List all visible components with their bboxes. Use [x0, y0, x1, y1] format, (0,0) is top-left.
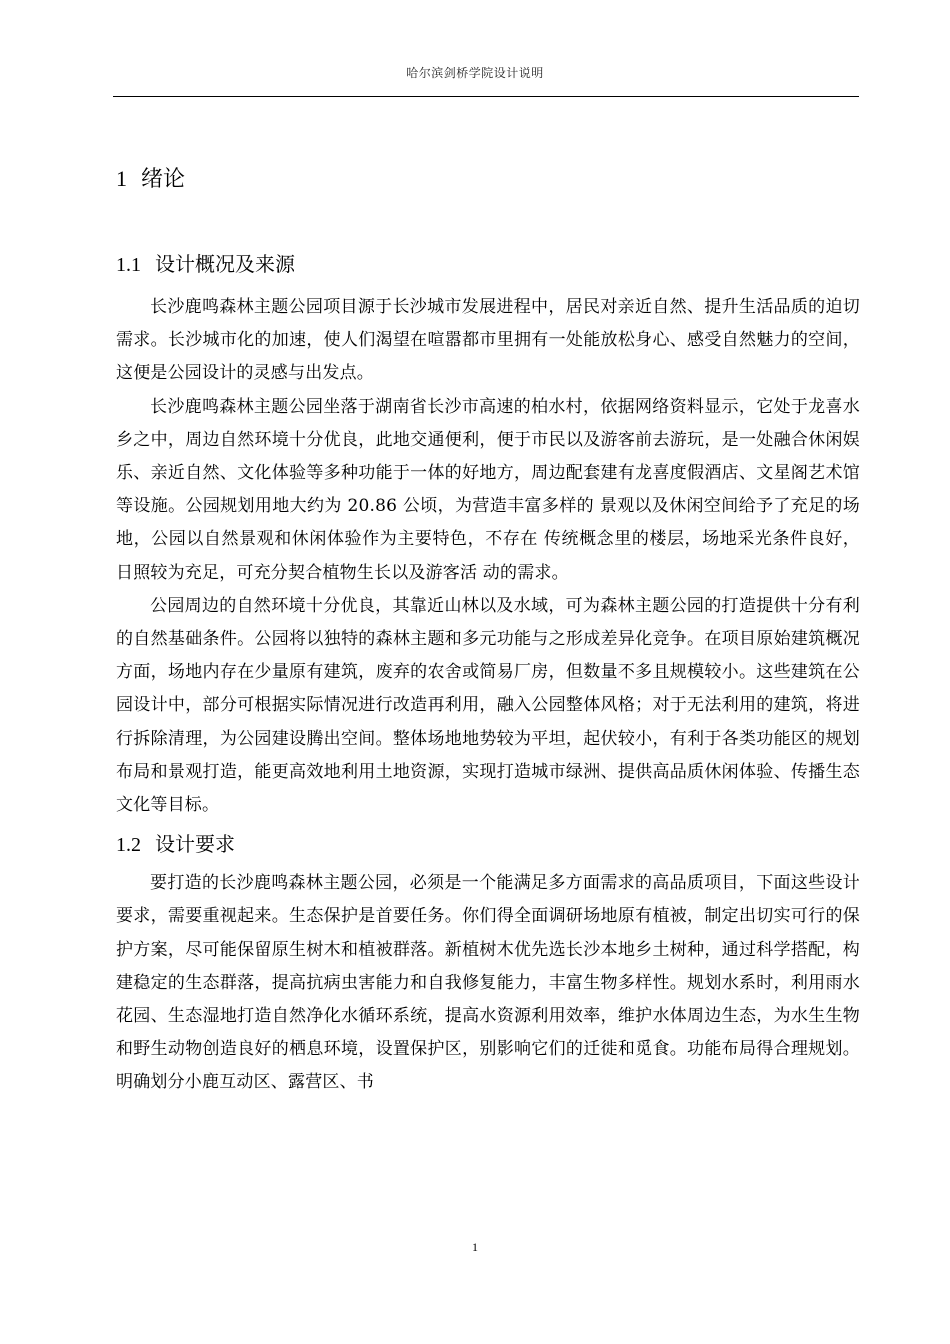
- document-body: [116, 155, 860, 1100]
- chapter-title: 绪论: [141, 167, 186, 192]
- section-title: 设计概况及来源: [155, 252, 295, 276]
- section-number: 1.1: [116, 254, 141, 276]
- header-divider: [113, 96, 859, 97]
- paragraph: 长沙鹿鸣森林主题公园坐落于湖南省长沙市高速的柏水村，依据网络资料显示，它处于龙喜水乡之中，周边自然环境十分优良，此地交通便利，便于市民以及游客前去游玩，是一处融合休闲娱乐、亲近自然、文化体验等多种功能于一体的好地方，周边配套建有龙喜度假酒店、文星阁艺术馆等设施。公园规划用地大约为 20.86 公顷，为营造丰富多样的 景观以及休闲空间给予了充足的场地，公园以自然景观和休闲体验作为主要特色，不存在 传统概念里的楼层，场地采光条件良好， 日照较为充足，可充分契合植物生长以及游客活 动的需求。: [116, 396, 860, 583]
- page-header: 哈尔滨剑桥学院设计说明: [406, 66, 544, 80]
- page-number: 1: [472, 1240, 478, 1254]
- paragraph: 长沙鹿鸣森林主题公园项目源于长沙城市发展进程中，居民对亲近自然、提升生活品质的迫切需求。长沙城市化的加速，使人们渴望在喧嚣都市里拥有一处能放松身心、感受自然魅力的空间，这便是公园设计的灵感与出发点。: [116, 297, 860, 384]
- paragraph: 公园周边的自然环境十分优良，其靠近山林以及水域，可为森林主题公园的打造提供十分有利的自然基础条件。公园将以独特的森林主题和多元功能与之形成差异化竞争。在项目原始建筑概况方面，场地内存在少量原有建筑，废弃的农舍或简易厂房，但数量不多且规模较小。这些建筑在公园设计中，部分可根据实际情况进行改造再利用，融入公园整体风格；对于无法利用的建筑，将进行拆除清理，为公园建设腾出空间。整体场地地势较为平坦，起伏较小，有利于各类功能区的规划布局和景观打造，能更高效地利用土地资源，实现打造城市绿洲、提供高品质休闲体验、传播生态文化等目标。: [116, 595, 860, 816]
- paragraph: 要打造的长沙鹿鸣森林主题公园，必须是一个能满足多方面需求的高品质项目，下面这些设计要求，需要重视起来。生态保护是首要任务。你们得全面调研场地原有植被，制定出切实可行的保护方案，尽可能保留原生树木和植被群落。新植树木优先选长沙本地乡土树种，通过科学搭配，构建稳定的生态群落，提高抗病虫害能力和自我修复能力，丰富生物多样性。规划水系时，利用雨水花园、生态湿地打造自然净化水循环系统，提高水资源利用效率，维护水体周边生态，为水生生物和野生动物创造良好的栖息环境，设置保护区，别影响它们的迁徙和觅食。功能布局得合理规划。明确划分小鹿互动区、露营区、书: [116, 873, 860, 1093]
- section-title: 设计要求: [155, 832, 235, 857]
- chapter-number: 1: [116, 166, 127, 191]
- chapter-heading: [116, 155, 860, 204]
- section-number: 1.2: [116, 834, 141, 857]
- section-heading-1-2: [116, 822, 860, 867]
- section-heading-1-1: [116, 242, 860, 287]
